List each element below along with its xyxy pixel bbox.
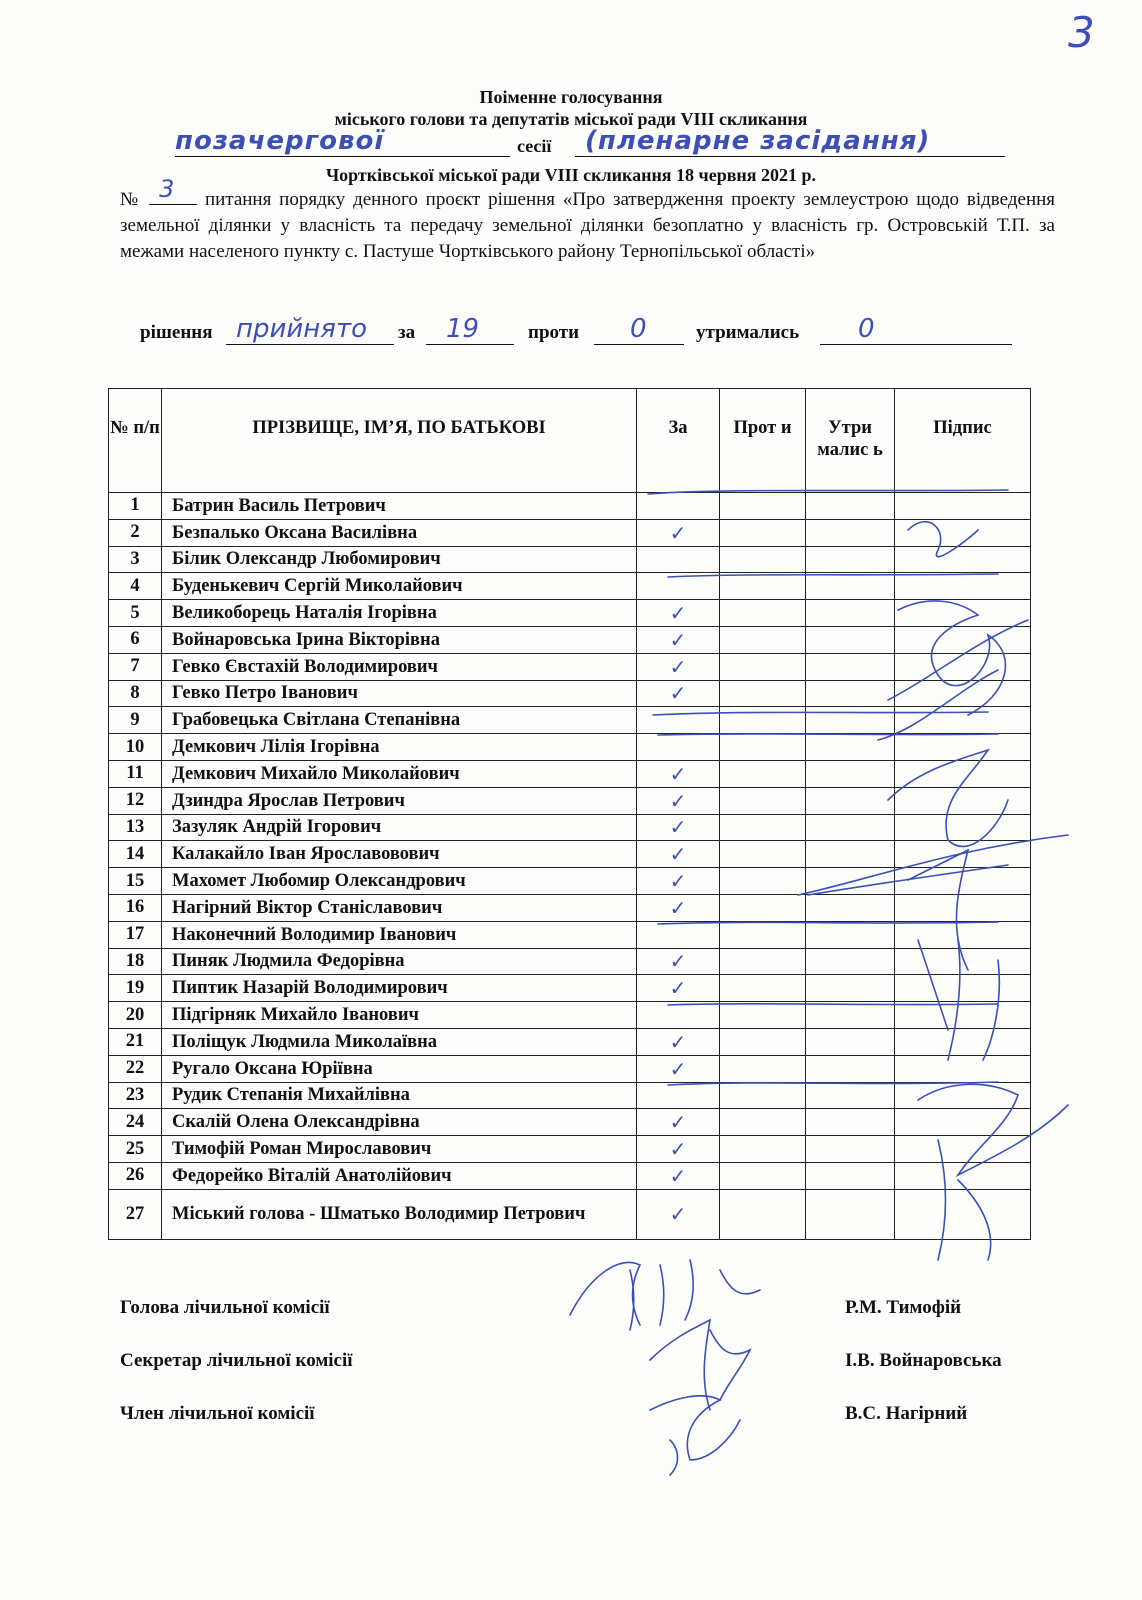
table-row	[109, 868, 1031, 895]
row-abstain-mark	[806, 868, 895, 895]
against-count-handwritten: 0	[630, 314, 647, 344]
row-name: Гевко Петро Іванович	[162, 680, 637, 707]
question-number-prefix: №	[120, 189, 142, 210]
row-against-mark	[720, 1028, 806, 1055]
row-for-mark	[637, 707, 720, 734]
col-header-against: Прот и	[720, 389, 806, 493]
row-signature	[895, 626, 1031, 653]
row-abstain-mark	[806, 787, 895, 814]
table-row	[109, 948, 1031, 975]
table-row	[109, 1162, 1031, 1189]
abstain-label: утримались	[696, 322, 800, 343]
decision-label: рішення	[140, 322, 213, 343]
page-number: 3	[1068, 8, 1095, 57]
row-name: Грабовецька Світлана Степанівна	[162, 707, 637, 734]
table-row	[109, 626, 1031, 653]
row-number: 15	[109, 868, 162, 895]
row-abstain-mark	[806, 1136, 895, 1163]
table-row	[109, 600, 1031, 627]
row-signature	[895, 787, 1031, 814]
row-abstain-mark	[806, 519, 895, 546]
row-abstain-mark	[806, 734, 895, 761]
row-signature	[895, 1002, 1031, 1029]
table-row	[109, 1082, 1031, 1109]
row-signature	[895, 760, 1031, 787]
row-signature	[895, 519, 1031, 546]
member-label: Член лічильної комісії	[120, 1403, 315, 1424]
row-number: 27	[109, 1189, 162, 1239]
row-signature	[895, 1136, 1031, 1163]
chair-label: Голова лічильної комісії	[120, 1297, 330, 1318]
for-count-handwritten: 19	[446, 314, 480, 344]
row-for-mark: ✓	[637, 1162, 720, 1189]
decision-blank	[226, 344, 394, 345]
row-for-mark: ✓	[637, 975, 720, 1002]
row-name: Скалій Олена Олександрівна	[162, 1109, 637, 1136]
row-abstain-mark	[806, 1162, 895, 1189]
row-signature	[895, 1189, 1031, 1239]
row-name: Поліщук Людмила Миколаївна	[162, 1028, 637, 1055]
row-abstain-mark	[806, 546, 895, 573]
row-name: Безпалько Оксана Василівна	[162, 519, 637, 546]
row-for-mark	[637, 493, 720, 520]
row-abstain-mark	[806, 600, 895, 627]
row-abstain-mark	[806, 814, 895, 841]
row-name: Дзиндра Ярослав Петрович	[162, 787, 637, 814]
row-for-mark: ✓	[637, 519, 720, 546]
row-name: Войнаровська Ірина Вікторівна	[162, 626, 637, 653]
row-name: Великоборець Наталія Ігорівна	[162, 600, 637, 627]
row-for-mark: ✓	[637, 626, 720, 653]
table-row	[109, 1136, 1031, 1163]
row-signature	[895, 734, 1031, 761]
question-number-handwritten: 3	[159, 175, 175, 203]
council-date-line: Чортківської міської ради VIII скликання 18 червня 2021 р.	[325, 165, 817, 185]
table-row	[109, 841, 1031, 868]
row-for-mark: ✓	[637, 948, 720, 975]
row-against-mark	[720, 760, 806, 787]
table-row	[109, 1002, 1031, 1029]
row-signature	[895, 707, 1031, 734]
session-mode-blank	[575, 156, 1005, 157]
row-abstain-mark	[806, 1055, 895, 1082]
row-name: Міський голова - Шматько Володимир Петрович	[162, 1189, 637, 1239]
row-signature	[895, 921, 1031, 948]
row-name: Калакайло Іван Ярославовович	[162, 841, 637, 868]
row-against-mark	[720, 707, 806, 734]
row-name: Демкович Михайло Миколайович	[162, 760, 637, 787]
row-signature	[895, 546, 1031, 573]
row-against-mark	[720, 814, 806, 841]
commission-signatures	[550, 1240, 810, 1480]
row-number: 21	[109, 1028, 162, 1055]
row-abstain-mark	[806, 948, 895, 975]
row-against-mark	[720, 1162, 806, 1189]
secretary-label: Секретар лічильної комісії	[120, 1350, 353, 1371]
row-for-mark: ✓	[637, 600, 720, 627]
row-number: 3	[109, 546, 162, 573]
table-row	[109, 921, 1031, 948]
row-signature	[895, 1162, 1031, 1189]
row-against-mark	[720, 680, 806, 707]
session-line	[175, 126, 1005, 160]
row-abstain-mark	[806, 653, 895, 680]
row-signature	[895, 600, 1031, 627]
table-row	[109, 814, 1031, 841]
row-number: 19	[109, 975, 162, 1002]
col-header-signature: Підпис	[895, 389, 1031, 493]
row-against-mark	[720, 573, 806, 600]
table-row	[109, 546, 1031, 573]
row-for-mark: ✓	[637, 653, 720, 680]
row-name: Пиптик Назарій Володимирович	[162, 975, 637, 1002]
table-row	[109, 1055, 1031, 1082]
table-row	[109, 760, 1031, 787]
row-number: 18	[109, 948, 162, 975]
row-number: 7	[109, 653, 162, 680]
row-signature	[895, 814, 1031, 841]
table-row	[109, 787, 1031, 814]
row-against-mark	[720, 868, 806, 895]
row-for-mark	[637, 921, 720, 948]
row-number: 14	[109, 841, 162, 868]
table-row	[109, 894, 1031, 921]
row-name: Буденькевич Сергій Миколайович	[162, 573, 637, 600]
decision-handwritten: прийнято	[236, 314, 367, 344]
row-abstain-mark	[806, 1002, 895, 1029]
row-name: Махомет Любомир Олександрович	[162, 868, 637, 895]
row-name: Гевко Євстахій Володимирович	[162, 653, 637, 680]
row-number: 11	[109, 760, 162, 787]
row-number: 12	[109, 787, 162, 814]
row-signature	[895, 493, 1031, 520]
row-name: Зазуляк Андрій Ігорович	[162, 814, 637, 841]
row-for-mark: ✓	[637, 1028, 720, 1055]
row-signature	[895, 1082, 1031, 1109]
row-against-mark	[720, 841, 806, 868]
against-label: проти	[528, 322, 580, 343]
session-word: сесії	[517, 136, 552, 156]
row-name: Демкович Лілія Ігорівна	[162, 734, 637, 761]
table-row	[109, 1189, 1031, 1239]
row-against-mark	[720, 734, 806, 761]
for-label: за	[398, 322, 416, 343]
row-abstain-mark	[806, 1189, 895, 1239]
row-signature	[895, 653, 1031, 680]
question-number-blank	[149, 175, 197, 205]
row-name: Підгірняк Михайло Іванович	[162, 1002, 637, 1029]
document-title: Поіменне голосування	[479, 87, 663, 107]
row-for-mark: ✓	[637, 1109, 720, 1136]
table-row	[109, 975, 1031, 1002]
row-for-mark: ✓	[637, 787, 720, 814]
row-number: 5	[109, 600, 162, 627]
row-abstain-mark	[806, 894, 895, 921]
row-against-mark	[720, 546, 806, 573]
row-name: Ругало Оксана Юріївна	[162, 1055, 637, 1082]
row-name: Тимофій Роман Мирославович	[162, 1136, 637, 1163]
row-for-mark	[637, 1002, 720, 1029]
row-for-mark: ✓	[637, 814, 720, 841]
row-number: 13	[109, 814, 162, 841]
row-abstain-mark	[806, 841, 895, 868]
row-for-mark: ✓	[637, 841, 720, 868]
table-row	[109, 519, 1031, 546]
abstain-count-handwritten: 0	[858, 314, 875, 344]
row-number: 17	[109, 921, 162, 948]
row-against-mark	[720, 787, 806, 814]
row-name: Батрин Василь Петрович	[162, 493, 637, 520]
table-row	[109, 493, 1031, 520]
col-header-name: ПРІЗВИЩЕ, ІМ’Я, ПО БАТЬКОВІ	[162, 389, 637, 493]
row-name: Нагірний Віктор Станіславович	[162, 894, 637, 921]
row-abstain-mark	[806, 573, 895, 600]
table-header-row	[109, 389, 1031, 493]
secretary-name: І.В. Войнаровська	[845, 1350, 1002, 1371]
row-abstain-mark	[806, 493, 895, 520]
row-against-mark	[720, 653, 806, 680]
table-row	[109, 1028, 1031, 1055]
document-subtitle: міського голови та депутатів міської ради VIII скликання	[334, 109, 808, 129]
row-abstain-mark	[806, 760, 895, 787]
against-blank	[594, 344, 684, 345]
row-against-mark	[720, 921, 806, 948]
row-abstain-mark	[806, 1028, 895, 1055]
table-row	[109, 707, 1031, 734]
row-abstain-mark	[806, 680, 895, 707]
row-against-mark	[720, 1002, 806, 1029]
row-number: 26	[109, 1162, 162, 1189]
row-for-mark	[637, 1082, 720, 1109]
row-number: 6	[109, 626, 162, 653]
session-mode-handwritten: (пленарне засідання)	[585, 126, 931, 156]
session-type-handwritten: позачергової	[175, 126, 385, 156]
row-number: 25	[109, 1136, 162, 1163]
row-against-mark	[720, 626, 806, 653]
row-against-mark	[720, 519, 806, 546]
row-for-mark: ✓	[637, 894, 720, 921]
row-number: 20	[109, 1002, 162, 1029]
row-for-mark	[637, 734, 720, 761]
row-number: 9	[109, 707, 162, 734]
row-for-mark	[637, 546, 720, 573]
table-row	[109, 680, 1031, 707]
col-header-num: № п/п	[109, 389, 162, 493]
row-number: 24	[109, 1109, 162, 1136]
row-abstain-mark	[806, 1082, 895, 1109]
row-for-mark: ✓	[637, 680, 720, 707]
session-type-blank	[175, 156, 510, 157]
table-row	[109, 573, 1031, 600]
row-name: Пиняк Людмила Федорівна	[162, 948, 637, 975]
row-signature	[895, 1109, 1031, 1136]
table-row	[109, 653, 1031, 680]
abstain-blank	[820, 344, 1012, 345]
row-signature	[895, 975, 1031, 1002]
row-number: 16	[109, 894, 162, 921]
row-against-mark	[720, 1109, 806, 1136]
member-name: В.С. Нагірний	[845, 1403, 968, 1424]
row-name: Федорейко Віталій Анатолійович	[162, 1162, 637, 1189]
row-for-mark: ✓	[637, 1055, 720, 1082]
row-against-mark	[720, 1055, 806, 1082]
row-against-mark	[720, 1189, 806, 1239]
row-signature	[895, 573, 1031, 600]
row-number: 2	[109, 519, 162, 546]
row-abstain-mark	[806, 921, 895, 948]
row-name: Білик Олександр Любомирович	[162, 546, 637, 573]
row-against-mark	[720, 1082, 806, 1109]
decision-line	[140, 314, 1040, 352]
roll-call-table	[108, 388, 1031, 1240]
row-against-mark	[720, 1136, 806, 1163]
table-row	[109, 1109, 1031, 1136]
row-name: Наконечний Володимир Іванович	[162, 921, 637, 948]
row-for-mark: ✓	[637, 1136, 720, 1163]
row-number: 22	[109, 1055, 162, 1082]
row-against-mark	[720, 493, 806, 520]
col-header-abstain: Утри малис ь	[806, 389, 895, 493]
row-signature	[895, 841, 1031, 868]
row-for-mark	[637, 573, 720, 600]
row-abstain-mark	[806, 707, 895, 734]
question-text: питання порядку денного проєкт рішення «Про затвердження проекту землеустрою щодо відведення земельної ділянки у власність та передачу земельної ділянки безоплатно у власність гр. Островській Т.П. за межами населеного пункту с. Пастуше Чортківського району Тернопільської області»	[120, 189, 1056, 262]
row-signature	[895, 868, 1031, 895]
row-against-mark	[720, 894, 806, 921]
for-blank	[426, 344, 514, 345]
row-number: 10	[109, 734, 162, 761]
row-number: 4	[109, 573, 162, 600]
row-signature	[895, 894, 1031, 921]
row-signature	[895, 948, 1031, 975]
row-signature	[895, 1028, 1031, 1055]
row-signature	[895, 680, 1031, 707]
row-abstain-mark	[806, 626, 895, 653]
row-name: Рудик Степанія Михайлівна	[162, 1082, 637, 1109]
row-abstain-mark	[806, 1109, 895, 1136]
row-number: 23	[109, 1082, 162, 1109]
row-abstain-mark	[806, 975, 895, 1002]
col-header-for: За	[637, 389, 720, 493]
row-against-mark	[720, 600, 806, 627]
table-row	[109, 734, 1031, 761]
row-number: 1	[109, 493, 162, 520]
row-signature	[895, 1055, 1031, 1082]
row-for-mark: ✓	[637, 868, 720, 895]
row-for-mark: ✓	[637, 760, 720, 787]
row-for-mark: ✓	[637, 1189, 720, 1239]
row-number: 8	[109, 680, 162, 707]
chair-name: Р.М. Тимофій	[845, 1297, 962, 1318]
row-against-mark	[720, 975, 806, 1002]
row-against-mark	[720, 948, 806, 975]
